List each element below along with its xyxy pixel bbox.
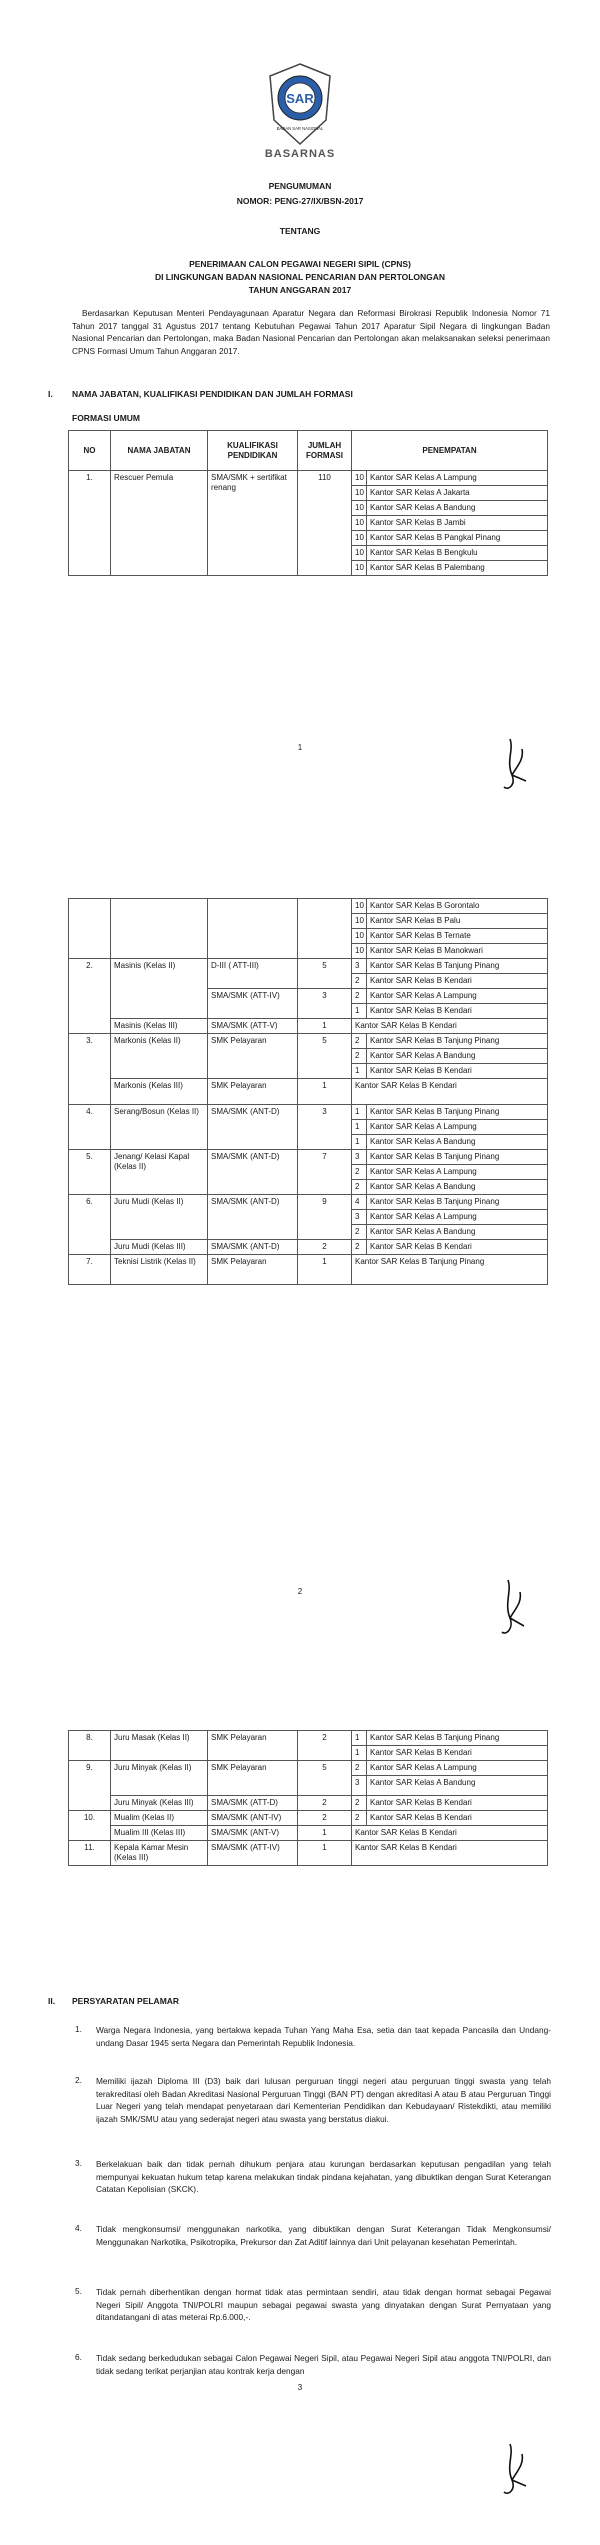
table-row [69, 1195, 548, 1210]
placement-count: 2 [352, 1049, 367, 1064]
placement-office: Kantor SAR Kelas B Jambi [367, 516, 548, 531]
row-no: 4. [69, 1105, 111, 1150]
row-no: 6. [69, 1195, 111, 1255]
placement-count: 2 [352, 1811, 367, 1826]
logo [268, 62, 332, 146]
row-kualifikasi: SMA/SMK (ANT-D) [208, 1240, 298, 1255]
placement-office: Kantor SAR Kelas B Kendari [367, 1240, 548, 1255]
placement-count: 10 [352, 486, 367, 501]
requirement-item: Memiliki ijazah Diploma III (D3) baik dari lulusan perguruan tinggi negeri atau perguruan tinggi swasta yang telah terakreditasi oleh Badan Akreditasi Nasional Perguruan Tinggi (BAN PT) dengan akreditasi A atau B atau Perguruan Tinggi Luar Negeri yang telah mendapat penyetaraan dari Kementerian Pendidikan dan Kebudayaan/ Ristekdikti, atau memiliki ijazah SMK/SMU atau yang sederajat negeri atau swasta yang berstatus diakui. [96, 2076, 551, 2124]
placement-office: Kantor SAR Kelas B Kendari [352, 1019, 548, 1034]
row-no: 7. [69, 1255, 111, 1285]
row-kualifikasi: SMA/SMK (ANT-D) [208, 1150, 298, 1195]
placement-office: Kantor SAR Kelas B Ternate [367, 929, 548, 944]
placement-office: Kantor SAR Kelas A Bandung [367, 1180, 548, 1195]
announcement-number: NOMOR: PENG-27/IX/BSN-2017 [236, 196, 364, 206]
placement-office: Kantor SAR Kelas A Lampung [367, 1210, 548, 1225]
title-line-2: DI LINGKUNGAN BADAN NASIONAL PENCARIAN DAN PERTOLONGAN [154, 272, 446, 282]
placement-count: 2 [352, 1165, 367, 1180]
header-no: NO [69, 431, 111, 471]
table-row [69, 1826, 548, 1841]
org-name: BASARNAS [264, 148, 336, 160]
placement-count: 10 [352, 501, 367, 516]
placement-office: Kantor SAR Kelas B Bengkulu [367, 546, 548, 561]
requirement-number: 6. [75, 2352, 82, 2362]
header-penempatan: PENEMPATAN [352, 431, 548, 471]
row-kualifikasi: SMA/SMK (ATT-V) [208, 1019, 298, 1034]
placement-count: 2 [352, 989, 367, 1004]
row-jabatan: Markonis (Kelas II) [111, 1034, 208, 1079]
row-no: 11. [69, 1841, 111, 1866]
row-jabatan: Juru Minyak (Kelas III) [111, 1796, 208, 1811]
placement-count: 1 [352, 1105, 367, 1120]
placement-office: Kantor SAR Kelas A Lampung [367, 1761, 548, 1776]
row-jabatan: Juru Minyak (Kelas II) [111, 1761, 208, 1796]
row-jumlah: 2 [298, 1796, 352, 1811]
row-kualifikasi: SMA/SMK + sertifikat renang [208, 471, 298, 576]
placement-office: Kantor SAR Kelas B Kendari [367, 1746, 548, 1761]
placement-office: Kantor SAR Kelas A Lampung [367, 1165, 548, 1180]
row-jumlah: 3 [298, 1105, 352, 1150]
requirement-number: 2. [75, 2075, 82, 2085]
placement-office: Kantor SAR Kelas A Bandung [367, 501, 548, 516]
placement-count: 1 [352, 1120, 367, 1135]
placement-count: 10 [352, 546, 367, 561]
placement-count: 10 [352, 516, 367, 531]
row-jumlah: 7 [298, 1150, 352, 1195]
table-row [69, 1811, 548, 1826]
row-kualifikasi: SMA/SMK (ANT-D) [208, 1105, 298, 1150]
row-no: 8. [69, 1731, 111, 1761]
row-jabatan: Serang/Bosun (Kelas II) [111, 1105, 208, 1150]
placement-office: Kantor SAR Kelas B Kendari [367, 1811, 548, 1826]
table-row [69, 1841, 548, 1866]
logo-text: SAR [286, 91, 314, 106]
title-line-1: PENERIMAAN CALON PEGAWAI NEGERI SIPIL (CPNS) [189, 259, 411, 269]
table-row [69, 1079, 548, 1105]
row-jumlah: 1 [298, 1079, 352, 1105]
section-1-title: NAMA JABATAN, KUALIFIKASI PENDIDIKAN DAN JUMLAH FORMASI [72, 389, 353, 399]
requirement-item: Tidak pernah diberhentikan dengan hormat tidak atas permintaan sendiri, atau tidak dengan hormat sebagai Pegawai Negeri Sipil/ Anggota TNI/POLRI maupun sebagai pegawai swasta yang dinyatakan dengan Surat Pernyataan yang ditandatangani di atas meterai Rp.6.000,-. [96, 2287, 551, 2322]
row-jumlah: 3 [298, 989, 352, 1019]
row-kualifikasi: SMK Pelayaran [208, 1761, 298, 1796]
placement-office: Kantor SAR Kelas B Tanjung Pinang [367, 1105, 548, 1120]
table-row [69, 899, 548, 914]
row-kualifikasi: SMK Pelayaran [208, 1079, 298, 1105]
row-no: 2. [69, 959, 111, 1034]
requirement-item: Tidak sedang berkedudukan sebagai Calon Pegawai Negeri Sipil, atau Pegawai Negeri Sipil atau anggota TNI/POLRI, dan tidak sedang terikat perjanjian atau kontrak kerja dengan [96, 2353, 551, 2376]
placement-count: 3 [352, 1210, 367, 1225]
row-jumlah: 1 [298, 1841, 352, 1866]
placement-count: 10 [352, 531, 367, 546]
placement-office: Kantor SAR Kelas A Bandung [367, 1135, 548, 1150]
section-1-subtitle: FORMASI UMUM [72, 413, 140, 423]
row-jumlah: 2 [298, 1731, 352, 1761]
placement-office: Kantor SAR Kelas B Tanjung Pinang [367, 1034, 548, 1049]
requirement-item: Tidak mengkonsumsi/ menggunakan narkotika, yang dibuktikan dengan Surat Keterangan Tidak Mengkonsumsi/ Menggunakan Narkotika, Psikotropika, Prekursor dan Zat Aditif lainnya dari Unit pelayanan kesehatan Pemerintah. [96, 2224, 551, 2247]
placement-count: 3 [352, 959, 367, 974]
table-row [69, 1034, 548, 1049]
table-row [69, 1761, 548, 1776]
table-row [69, 1105, 548, 1120]
placement-office: Kantor SAR Kelas A Lampung [367, 989, 548, 1004]
placement-count: 1 [352, 1731, 367, 1746]
row-jabatan: Juru Masak (Kelas II) [111, 1731, 208, 1761]
row-jabatan: Mualim (Kelas II) [111, 1811, 208, 1826]
row-jabatan: Teknisi Listrik (Kelas II) [111, 1255, 208, 1285]
placement-count: 2 [352, 1796, 367, 1811]
header-jumlah: JUMLAH FORMASI [298, 431, 352, 471]
placement-count: 2 [352, 974, 367, 989]
row-jumlah: 1 [298, 1826, 352, 1841]
placement-office: Kantor SAR Kelas B Kendari [352, 1826, 548, 1841]
row-jumlah: 110 [298, 471, 352, 576]
row-kualifikasi: SMA/SMK (ATT-IV) [208, 1841, 298, 1866]
placement-office: Kantor SAR Kelas B Kendari [352, 1079, 548, 1105]
row-jumlah: 1 [298, 1255, 352, 1285]
section-1-number: I. [48, 389, 53, 399]
row-jumlah: 2 [298, 1811, 352, 1826]
formation-table-page-3 [68, 1730, 548, 1866]
row-jabatan: Kepala Kamar Mesin (Kelas III) [111, 1841, 208, 1866]
title-line-3: TAHUN ANGGARAN 2017 [248, 285, 352, 295]
table-row [69, 471, 548, 486]
placement-office: Kantor SAR Kelas B Tanjung Pinang [367, 959, 548, 974]
row-kualifikasi: SMK Pelayaran [208, 1255, 298, 1285]
page-number-1: 1 [297, 743, 303, 752]
row-kualifikasi: SMA/SMK (ATT-IV) [208, 989, 298, 1019]
header-kualifikasi: KUALIFIKASI PENDIDIKAN [208, 431, 298, 471]
row-jumlah: 2 [298, 1240, 352, 1255]
row-no: 3. [69, 1034, 111, 1105]
about-label: TENTANG [279, 226, 321, 236]
announcement-label: PENGUMUMAN [268, 181, 332, 191]
placement-office: Kantor SAR Kelas B Kendari [367, 1796, 548, 1811]
row-jabatan: Rescuer Pemula [111, 471, 208, 576]
row-no: 9. [69, 1761, 111, 1811]
row-no: 5. [69, 1150, 111, 1195]
row-jumlah: 1 [298, 1019, 352, 1034]
table-row [69, 1019, 548, 1034]
row-no: 10. [69, 1811, 111, 1841]
row-kualifikasi: D-III ( ATT-III) [208, 959, 298, 989]
placement-count: 10 [352, 561, 367, 576]
placement-office: Kantor SAR Kelas B Tanjung Pinang [367, 1195, 548, 1210]
placement-office: Kantor SAR Kelas A Jakarta [367, 486, 548, 501]
placement-count: 3 [352, 1150, 367, 1165]
placement-count: 1 [352, 1064, 367, 1079]
row-kualifikasi: SMA/SMK (ANT-D) [208, 1195, 298, 1240]
table-row [69, 1240, 548, 1255]
placement-count: 2 [352, 1180, 367, 1195]
table-row [69, 959, 548, 974]
placement-count: 10 [352, 471, 367, 486]
row-kualifikasi: SMA/SMK (ATT-D) [208, 1796, 298, 1811]
table-row [69, 1731, 548, 1746]
placement-office: Kantor SAR Kelas B Tanjung Pinang [367, 1731, 548, 1746]
placement-office: Kantor SAR Kelas B Palu [367, 914, 548, 929]
row-jumlah: 9 [298, 1195, 352, 1240]
row-kualifikasi: SMK Pelayaran [208, 1034, 298, 1079]
row-jumlah: 5 [298, 1034, 352, 1079]
requirement-number: 4. [75, 2223, 82, 2233]
placement-count: 1 [352, 1135, 367, 1150]
placement-office: Kantor SAR Kelas B Kendari [352, 1841, 548, 1866]
placement-office: Kantor SAR Kelas B Tanjung Pinang [352, 1255, 548, 1285]
placement-count: 2 [352, 1034, 367, 1049]
row-jumlah: 5 [298, 959, 352, 989]
table-row [69, 1796, 548, 1811]
logo-ring-text: BADAN SAR NASIONAL [276, 126, 324, 131]
row-kualifikasi: SMA/SMK (ANT-IV) [208, 1811, 298, 1826]
formation-table-page-1 [68, 430, 548, 576]
placement-office: Kantor SAR Kelas B Gorontalo [367, 899, 548, 914]
row-kualifikasi: SMA/SMK (ANT-V) [208, 1826, 298, 1841]
placement-count: 1 [352, 1004, 367, 1019]
row-jabatan: Markonis (Kelas III) [111, 1079, 208, 1105]
table-row [69, 1150, 548, 1165]
placement-office: Kantor SAR Kelas B Kendari [367, 974, 548, 989]
placement-count: 2 [352, 1240, 367, 1255]
requirement-number: 3. [75, 2158, 82, 2168]
row-jumlah: 5 [298, 1761, 352, 1796]
formation-table-page-2 [68, 898, 548, 1285]
row-kualifikasi: SMK Pelayaran [208, 1731, 298, 1761]
row-jabatan: Juru Mudi (Kelas II) [111, 1195, 208, 1240]
row-jabatan: Masinis (Kelas III) [111, 1019, 208, 1034]
row-no: 1. [69, 471, 111, 576]
page-number-2: 2 [297, 1587, 303, 1596]
placement-office: Kantor SAR Kelas B Tanjung Pinang [367, 1150, 548, 1165]
row-jabatan: Mualim III (Kelas III) [111, 1826, 208, 1841]
placement-office: Kantor SAR Kelas A Lampung [367, 1120, 548, 1135]
signature-1 [498, 735, 532, 795]
requirement-item: Warga Negara Indonesia, yang bertakwa kepada Tuhan Yang Maha Esa, setia dan taat kepada Pancasila dan Undang-undang Dasar 1945 serta Negara dan Pemerintah Republik Indonesia. [96, 2025, 551, 2048]
placement-count: 10 [352, 914, 367, 929]
signature-3 [498, 2440, 532, 2500]
placement-count: 2 [352, 1225, 367, 1240]
placement-office: Kantor SAR Kelas B Manokwari [367, 944, 548, 959]
row-jabatan: Juru Mudi (Kelas III) [111, 1240, 208, 1255]
placement-count: 10 [352, 899, 367, 914]
placement-count: 1 [352, 1746, 367, 1761]
placement-count: 4 [352, 1195, 367, 1210]
row-jabatan: Jenang/ Kelasi Kapal (Kelas II) [111, 1150, 208, 1195]
placement-count: 2 [352, 1761, 367, 1776]
placement-office: Kantor SAR Kelas B Kendari [367, 1064, 548, 1079]
table-row [69, 1255, 548, 1285]
signature-2 [496, 1576, 530, 1640]
section-2-number: II. [48, 1996, 56, 2006]
header-jabatan: NAMA JABATAN [111, 431, 208, 471]
placement-office: Kantor SAR Kelas A Bandung [367, 1049, 548, 1064]
placement-office: Kantor SAR Kelas B Kendari [367, 1004, 548, 1019]
placement-count: 10 [352, 929, 367, 944]
section-2-title: PERSYARATAN PELAMAR [72, 1996, 180, 2006]
row-jabatan: Masinis (Kelas II) [111, 959, 208, 1019]
requirement-number: 5. [75, 2286, 82, 2296]
page-number-3: 3 [297, 2383, 303, 2392]
placement-office: Kantor SAR Kelas B Pangkal Pinang [367, 531, 548, 546]
placement-count: 3 [352, 1776, 367, 1796]
placement-office: Kantor SAR Kelas A Lampung [367, 471, 548, 486]
placement-office: Kantor SAR Kelas A Bandung [367, 1225, 548, 1240]
placement-office: Kantor SAR Kelas A Bandung [367, 1776, 548, 1796]
table-header-row [69, 431, 548, 471]
requirement-item: Berkelakuan baik dan tidak pernah dihukum penjara atau kurungan berdasarkan keputusan pengadilan yang telah mempunyai kekuatan hukum tetap karena melakukan tindak pindana kejahatan, yang dibuktikan dengan Surat Keterangan Catatan Kepolisian (SKCK). [96, 2159, 551, 2194]
requirement-number: 1. [75, 2024, 82, 2034]
intro-paragraph: Berdasarkan Keputusan Menteri Pendayagunaan Aparatur Negara dan Reformasi Birokrasi Republik Indonesia Nomor 71 Tahun 2017 tanggal 31 Agustus 2017 tentang Kebutuhan Pegawai Tahun 2017 Aparatur Sipil Negara di lingkungan Badan Nasional Pencarian dan Pertolongan, maka Badan Nasional Pencarian dan Pertolongan akan melaksanakan seleksi penerimaan CPNS Formasi Umum Tahun Anggaran 2017. [72, 308, 550, 356]
placement-count: 10 [352, 944, 367, 959]
placement-office: Kantor SAR Kelas B Palembang [367, 561, 548, 576]
